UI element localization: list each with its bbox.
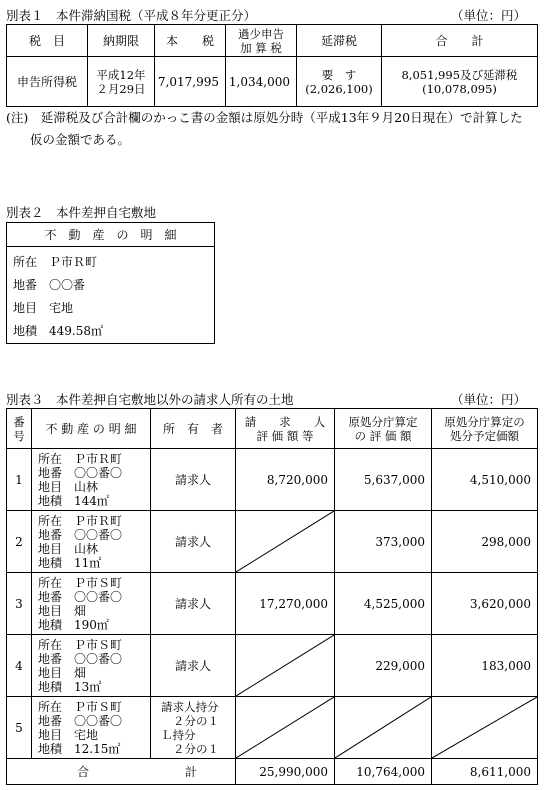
table3-row-owner: 請求人 bbox=[151, 511, 236, 573]
owner-line: ２分の１ bbox=[173, 713, 219, 728]
table3-row-owner: 請求人 bbox=[151, 573, 236, 635]
table2-header: 不 動 産 の 明 細 bbox=[7, 223, 215, 247]
table1-delinquency bbox=[297, 57, 382, 107]
table3-header-plan-line1: 原処分庁算定の bbox=[444, 414, 525, 429]
diagonal-line bbox=[335, 697, 431, 758]
table3-row-orig: 4,525,000 bbox=[335, 573, 432, 635]
table1-due-line2: ２月29日 bbox=[96, 81, 146, 96]
table3-row-no: 3 bbox=[7, 573, 32, 635]
table3-row bbox=[7, 573, 538, 635]
table1-total-line2: (10,078,095) bbox=[422, 81, 497, 96]
table3-total-row bbox=[7, 759, 538, 785]
table2-line-area: 地積 449.58㎡ bbox=[13, 324, 103, 338]
owner-line: 請求人持分 bbox=[161, 699, 219, 714]
land-location: 所在 Ｐ市Ｓ町 bbox=[38, 575, 123, 590]
table2-line-category: 地目 宅地 bbox=[13, 301, 74, 315]
table1-total bbox=[382, 57, 538, 107]
table3-header-detail: 不 動 産 の 明 細 bbox=[32, 409, 151, 449]
table3-header-no bbox=[7, 409, 32, 449]
table3-header-claim-line2: 評 価 額 等 bbox=[256, 428, 314, 443]
table3-row-no: 1 bbox=[7, 449, 32, 511]
table3-row-claim-empty bbox=[236, 511, 335, 573]
table3-header-orig-line1: 原処分庁算定 bbox=[348, 414, 418, 429]
table1-tax-item: 申告所得税 bbox=[7, 57, 88, 107]
diagonal-line bbox=[236, 635, 334, 696]
total-label-2: 計 bbox=[184, 765, 197, 779]
table3-header-no-line1: 番 bbox=[13, 414, 25, 429]
table3-row-claim-empty bbox=[236, 635, 335, 697]
table1-total-line1: 8,051,995及び延滞税 bbox=[401, 67, 518, 82]
table3-row-plan: 183,000 bbox=[432, 635, 538, 697]
table2-body bbox=[7, 247, 215, 344]
table3-row-land bbox=[32, 511, 151, 573]
diagonal-line bbox=[236, 697, 334, 758]
table3-header-orig-line2: の 評 価 額 bbox=[354, 428, 412, 443]
table3-row-orig: 229,000 bbox=[335, 635, 432, 697]
land-category: 地目 山林 bbox=[38, 541, 99, 556]
table1-header-principal: 本 税 bbox=[155, 25, 226, 57]
table3-row-owner bbox=[151, 697, 236, 759]
table3-header-no-line2: 号 bbox=[13, 428, 25, 443]
table1-header-due: 納期限 bbox=[88, 25, 155, 57]
table3-total-claim: 25,990,000 bbox=[236, 759, 335, 785]
table3-row-plan: 298,000 bbox=[432, 511, 538, 573]
land-location: 所在 Ｐ市Ｒ町 bbox=[38, 451, 123, 466]
table1-due bbox=[88, 57, 155, 107]
table1-note-line1: (注) 延滞税及び合計欄のかっこ書の金額は原処分時（平成13年９月20日現在）で計算した bbox=[6, 110, 523, 125]
table3-caption: 別表３ 本件差押自宅敷地以外の請求人所有の土地 bbox=[6, 392, 294, 407]
table1 bbox=[6, 24, 538, 107]
land-number: 地番 〇〇番〇 bbox=[38, 465, 123, 480]
table3-row-owner: 請求人 bbox=[151, 449, 236, 511]
table1-penalty: 1,034,000 bbox=[226, 57, 297, 107]
table3-row-orig-empty bbox=[335, 697, 432, 759]
table3-row-land bbox=[32, 697, 151, 759]
table2-line-location: 所在 Ｐ市Ｒ町 bbox=[13, 255, 98, 269]
table3-unit: （単位：円） bbox=[450, 392, 526, 407]
table1-unit: （単位：円） bbox=[450, 8, 526, 23]
table3-row-plan-empty bbox=[432, 697, 538, 759]
land-location: 所在 Ｐ市Ｓ町 bbox=[38, 699, 123, 714]
table1-delinquency-line2: (2,026,100) bbox=[305, 81, 373, 96]
table3-header-plan bbox=[432, 409, 538, 449]
land-category: 地目 畑 bbox=[38, 665, 87, 680]
land-area: 地積 13㎡ bbox=[38, 679, 102, 694]
table3-header-plan-line2: 処分予定価額 bbox=[450, 428, 519, 443]
land-area: 地積 11㎡ bbox=[38, 555, 102, 570]
table3-row-no: 5 bbox=[7, 697, 32, 759]
table1-header-penalty bbox=[226, 25, 297, 57]
table1-header-tax-item: 税 目 bbox=[7, 25, 88, 57]
table3-row-claim: 8,720,000 bbox=[236, 449, 335, 511]
table2 bbox=[6, 222, 215, 344]
table2-line-number: 地番 〇〇番 bbox=[13, 278, 86, 292]
land-location: 所在 Ｐ市Ｒ町 bbox=[38, 513, 123, 528]
table1-header-delinquency: 延滞税 bbox=[297, 25, 382, 57]
land-category: 地目 山林 bbox=[38, 479, 99, 494]
table1-note-line2: 仮の金額である。 bbox=[30, 132, 131, 147]
diagonal-line bbox=[236, 511, 334, 572]
land-area: 地積 190㎡ bbox=[38, 617, 109, 632]
land-area: 地積 144㎡ bbox=[38, 493, 109, 508]
table1-principal: 7,017,995 bbox=[155, 57, 226, 107]
table3-row-claim-empty bbox=[236, 697, 335, 759]
table3-row-plan: 4,510,000 bbox=[432, 449, 538, 511]
table1-header-total: 合 計 bbox=[382, 25, 538, 57]
table3-row-land bbox=[32, 449, 151, 511]
table1-header-penalty-line2: 加 算 税 bbox=[240, 40, 282, 55]
table3-row bbox=[7, 697, 538, 759]
owner-line: Ｌ持分 bbox=[161, 727, 196, 742]
land-location: 所在 Ｐ市Ｓ町 bbox=[38, 637, 123, 652]
land-category: 地目 宅地 bbox=[38, 727, 99, 742]
table3-row-claim: 17,270,000 bbox=[236, 573, 335, 635]
land-number: 地番 〇〇番〇 bbox=[38, 651, 123, 666]
table3-row-land bbox=[32, 573, 151, 635]
table3 bbox=[6, 408, 538, 785]
table3-row-land bbox=[32, 635, 151, 697]
table1-delinquency-line1: 要 す bbox=[321, 67, 357, 82]
table3-row-plan: 3,620,000 bbox=[432, 573, 538, 635]
table3-row bbox=[7, 511, 538, 573]
diagonal-line bbox=[432, 697, 537, 758]
table3-row bbox=[7, 635, 538, 697]
table1-caption: 別表１ 本件滞納国税（平成８年分更正分） bbox=[6, 8, 257, 23]
land-category: 地目 畑 bbox=[38, 603, 87, 618]
table3-row-orig: 373,000 bbox=[335, 511, 432, 573]
table3-total-plan: 8,611,000 bbox=[432, 759, 538, 785]
table3-header-owner: 所 有 者 bbox=[151, 409, 236, 449]
table3-row-no: 4 bbox=[7, 635, 32, 697]
table3-row-owner: 請求人 bbox=[151, 635, 236, 697]
land-area: 地積 12.15㎡ bbox=[38, 741, 121, 756]
table3-row bbox=[7, 449, 538, 511]
total-label-1: 合 bbox=[77, 765, 90, 779]
table3-row-orig: 5,637,000 bbox=[335, 449, 432, 511]
table2-caption: 別表２ 本件差押自宅敷地 bbox=[6, 205, 157, 220]
table3-total-label bbox=[7, 759, 236, 785]
table3-row-no: 2 bbox=[7, 511, 32, 573]
owner-line: ２分の１ bbox=[173, 741, 219, 756]
land-number: 地番 〇〇番〇 bbox=[38, 527, 123, 542]
table3-header-claim-line1: 請 求 人 bbox=[244, 414, 326, 429]
table3-header-orig bbox=[335, 409, 432, 449]
table1-header-penalty-line1: 過少申告 bbox=[238, 26, 284, 41]
table3-total-orig: 10,764,000 bbox=[335, 759, 432, 785]
table3-header-claim bbox=[236, 409, 335, 449]
land-number: 地番 〇〇番〇 bbox=[38, 713, 123, 728]
land-number: 地番 〇〇番〇 bbox=[38, 589, 123, 604]
table1-due-line1: 平成12年 bbox=[96, 67, 146, 82]
